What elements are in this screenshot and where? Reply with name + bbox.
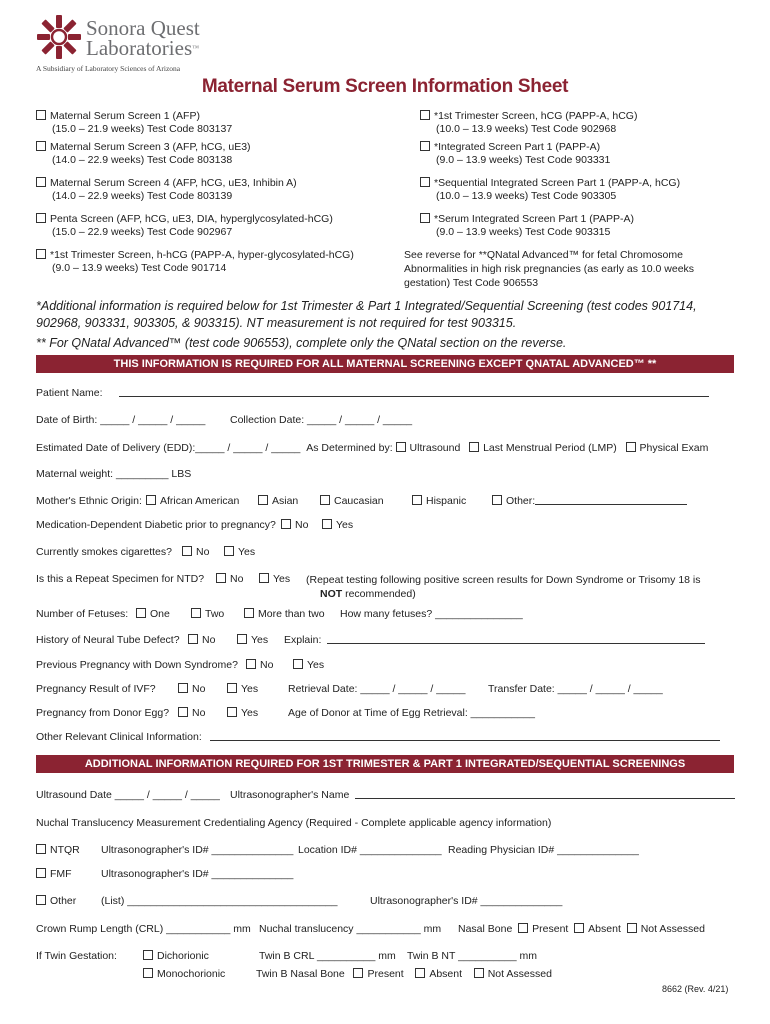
test-option[interactable]: *1st Trimester Screen, h-hCG (PAPP-A, hyper-glycosylated-hCG) (9.0 – 13.9 weeks) Test Code 901714 (36, 249, 354, 275)
ivf-yes[interactable]: Yes (227, 683, 258, 695)
twin-nt-field[interactable]: Twin B NT __________ mm (407, 950, 537, 962)
fetuses-label: Number of Fetuses: (36, 608, 129, 620)
repeat-yes[interactable]: Yes (259, 573, 290, 585)
test-option[interactable]: Maternal Serum Screen 3 (AFP, hCG, uE3) (14.0 – 22.9 weeks) Test Code 803138 (36, 141, 251, 167)
smokes-no[interactable]: No (182, 546, 209, 558)
maternal-weight-field[interactable]: Maternal weight: _________ LBS (36, 468, 192, 480)
checkbox[interactable] (320, 495, 330, 505)
checkbox[interactable] (420, 177, 430, 187)
checkbox[interactable] (420, 141, 430, 151)
test-option[interactable]: *Sequential Integrated Screen Part 1 (PAPP-A, hCG) (10.0 – 13.9 weeks) Test Code 903305 (420, 177, 680, 203)
checkbox[interactable] (143, 968, 153, 978)
other-clinical-field[interactable] (210, 731, 720, 741)
dob-field[interactable]: Date of Birth: _____ / _____ / _____ (36, 414, 206, 426)
checkbox[interactable] (259, 573, 269, 583)
subsidiary-text: A Subsidiary of Laboratory Sciences of Arizona (36, 64, 181, 73)
checkbox[interactable] (281, 519, 291, 529)
form-revision: 8662 (Rev. 4/21) (662, 984, 729, 994)
us-date-field[interactable]: Ultrasound Date _____ / _____ / _____ (36, 789, 220, 801)
ntqr-id-field[interactable]: Ultrasonographer's ID# ______________ (101, 844, 294, 856)
sonora-quest-logo-icon (36, 14, 82, 60)
other-agency-list-field[interactable]: (List) ____________________________________ (101, 895, 338, 907)
present-checkbox[interactable] (518, 923, 528, 933)
checkbox[interactable] (246, 659, 256, 669)
down-prev-no[interactable]: No (246, 659, 273, 671)
donor-age-field[interactable]: Age of Donor at Time of Egg Retrieval: ___________ (288, 707, 535, 719)
repeat-no[interactable]: No (216, 573, 243, 585)
ethnic-caucasian[interactable]: Caucasian (320, 495, 384, 507)
ethnic-origin-label: Mother's Ethnic Origin: (36, 495, 142, 507)
checkbox[interactable] (216, 573, 226, 583)
physician-id-field[interactable]: Reading Physician ID# ______________ (448, 844, 639, 856)
checkbox[interactable] (258, 495, 268, 505)
diabetic-label: Medication-Dependent Diabetic prior to pregnancy? (36, 519, 276, 531)
patient-name-row[interactable]: Patient Name: (36, 387, 709, 399)
sonographer-name-row[interactable]: Ultrasonographer's Name (230, 789, 735, 801)
page-title: Maternal Serum Screen Information Sheet (201, 76, 569, 97)
physical-exam-checkbox[interactable] (626, 442, 636, 452)
diabetic-yes[interactable]: Yes (322, 519, 353, 531)
down-prev-yes[interactable]: Yes (293, 659, 324, 671)
checkbox[interactable] (227, 683, 237, 693)
transfer-date-field[interactable]: Transfer Date: _____ / _____ / _____ (488, 683, 663, 695)
checkbox[interactable] (237, 634, 247, 644)
retrieval-date-field[interactable]: Retrieval Date: _____ / _____ / _____ (288, 683, 466, 695)
test-option[interactable]: *Integrated Screen Part 1 (PAPP-A) (9.0 – 13.9 weeks) Test Code 903331 (420, 141, 610, 167)
checkbox[interactable] (146, 495, 156, 505)
fetuses-two[interactable]: Two (191, 608, 224, 620)
checkbox[interactable] (293, 659, 303, 669)
checkbox[interactable] (36, 895, 46, 905)
checkbox[interactable] (492, 495, 502, 505)
ntd-history-label: History of Neural Tube Defect? (36, 634, 180, 646)
checkbox[interactable] (136, 608, 146, 618)
qnatal-note: See reverse for **QNatal Advanced™ for fetal Chromosome Abnormalities in high risk pregnancies (as early as 10.0 weeks gestation) Test Code 906553 (404, 249, 695, 289)
twin-label: If Twin Gestation: (36, 950, 117, 962)
ethnic-african-american[interactable]: African American (146, 495, 239, 507)
sonographer-name-field[interactable] (355, 789, 735, 799)
location-id-field[interactable]: Location ID# ______________ (298, 844, 442, 856)
test-option[interactable]: Penta Screen (AFP, hCG, uE3, DIA, hyperglycosylated-hCG) (15.0 – 22.9 weeks) Test Code 902967 (36, 213, 333, 239)
how-many-fetuses-field[interactable]: How many fetuses? _______________ (340, 608, 523, 620)
smokes-yes[interactable]: Yes (224, 546, 255, 558)
fmf-id-field[interactable]: Ultrasonographer's ID# ______________ (101, 868, 294, 880)
ntd-history-yes[interactable]: Yes (237, 634, 268, 646)
donor-egg-yes[interactable]: Yes (227, 707, 258, 719)
twin-not-assessed-checkbox[interactable] (474, 968, 484, 978)
ntqr-option[interactable]: NTQR (36, 844, 80, 856)
test-option[interactable]: Maternal Serum Screen 1 (AFP) (15.0 – 21.9 weeks) Test Code 803137 (36, 110, 232, 136)
twin-nasal-row: Twin B Nasal Bone Present Absent Not Assessed (256, 968, 552, 980)
checkbox[interactable] (36, 213, 46, 223)
twin-crl-field[interactable]: Twin B CRL __________ mm (259, 950, 396, 962)
diabetic-no[interactable]: No (281, 519, 308, 531)
twin-present-checkbox[interactable] (353, 968, 363, 978)
edd-row[interactable]: Estimated Date of Delivery (EDD):_____ / _____ / _____ As Determined by: Ultrasound Last Menstrual Period (LMP) Physical Exam (36, 442, 709, 454)
checkbox[interactable] (412, 495, 422, 505)
checkbox[interactable] (182, 546, 192, 556)
ntd-history-no[interactable]: No (188, 634, 215, 646)
not-assessed-checkbox[interactable] (627, 923, 637, 933)
ethnic-other-field[interactable] (535, 495, 687, 505)
section-banner-required: THIS INFORMATION IS REQUIRED FOR ALL MATERNAL SCREENING EXCEPT QNATAL ADVANCED™ ** (36, 355, 734, 373)
other-id-field[interactable]: Ultrasonographer's ID# ______________ (370, 895, 563, 907)
qnatal-instruction-note: ** For QNatal Advanced™ (test code 906553), complete only the QNatal section on the reverse. (36, 336, 567, 350)
down-prev-label: Previous Pregnancy with Down Syndrome? (36, 659, 238, 671)
checkbox[interactable] (36, 141, 46, 151)
explain-row[interactable]: Explain: (284, 634, 705, 646)
test-option[interactable]: Maternal Serum Screen 4 (AFP, hCG, uE3, Inhibin A) (14.0 – 22.9 weeks) Test Code 803139 (36, 177, 297, 203)
checkbox[interactable] (178, 707, 188, 717)
donor-egg-no[interactable]: No (178, 707, 205, 719)
ultrasound-checkbox[interactable] (396, 442, 406, 452)
fetuses-more[interactable]: More than two (244, 608, 325, 620)
repeat-note: (Repeat testing following positive screen results for Down Syndrome or Trisomy 18 is NOT recommended) (306, 574, 701, 600)
ivf-label: Pregnancy Result of IVF? (36, 683, 156, 695)
smokes-label: Currently smokes cigarettes? (36, 546, 172, 558)
checkbox[interactable] (227, 707, 237, 717)
additional-info-note: *Additional information is required below for 1st Trimester & Part 1 Integrated/Sequential Screening (test codes 901714, 902968, 903331, 903305, & 903315). NT measurement is not required for test 903315. (36, 299, 697, 330)
checkbox[interactable] (420, 110, 430, 120)
crl-field[interactable]: Crown Rump Length (CRL) ___________ mm (36, 923, 251, 935)
logo-name-line2: Laboratories™ (86, 36, 199, 60)
checkbox[interactable] (36, 177, 46, 187)
absent-checkbox[interactable] (574, 923, 584, 933)
ivf-no[interactable]: No (178, 683, 205, 695)
twin-absent-checkbox[interactable] (415, 968, 425, 978)
test-option[interactable]: *Serum Integrated Screen Part 1 (PAPP-A) (9.0 – 13.9 weeks) Test Code 903315 (420, 213, 634, 239)
checkbox[interactable] (178, 683, 188, 693)
checkbox[interactable] (420, 213, 430, 223)
checkbox[interactable] (322, 519, 332, 529)
nuchal-agency-label: Nuchal Translucency Measurement Credentialing Agency (Required - Complete applicable agency information) (36, 817, 552, 829)
checkbox[interactable] (36, 249, 46, 259)
ethnic-asian[interactable]: Asian (258, 495, 298, 507)
checkbox[interactable] (36, 110, 46, 120)
explain-field[interactable] (327, 634, 705, 644)
monochorionic-option[interactable]: Monochorionic (143, 968, 225, 980)
logo-name-line1: Sonora Quest (86, 16, 200, 40)
section-banner-first-trimester: ADDITIONAL INFORMATION REQUIRED FOR 1ST TRIMESTER & PART 1 INTEGRATED/SEQUENTIAL SCREENINGS (36, 755, 734, 773)
checkbox[interactable] (188, 634, 198, 644)
ethnic-hispanic[interactable]: Hispanic (412, 495, 466, 507)
test-option[interactable]: *1st Trimester Screen, hCG (PAPP-A, hCG) (10.0 – 13.9 weeks) Test Code 902968 (420, 110, 637, 136)
nasal-bone-row: Nasal Bone Present Absent Not Assessed (458, 923, 705, 935)
fmf-option[interactable]: FMF (36, 868, 72, 880)
checkbox[interactable] (244, 608, 254, 618)
donor-egg-label: Pregnancy from Donor Egg? (36, 707, 170, 719)
checkbox[interactable] (36, 868, 46, 878)
patient-name-field[interactable] (119, 387, 709, 397)
checkbox[interactable] (36, 844, 46, 854)
nt-field[interactable]: Nuchal translucency ___________ mm (259, 923, 442, 935)
checkbox[interactable] (191, 608, 201, 618)
checkbox[interactable] (224, 546, 234, 556)
other-agency-option[interactable]: Other (36, 895, 76, 907)
lmp-checkbox[interactable] (469, 442, 479, 452)
checkbox[interactable] (143, 950, 153, 960)
fetuses-one[interactable]: One (136, 608, 170, 620)
dichorionic-option[interactable]: Dichorionic (143, 950, 209, 962)
repeat-label: Is this a Repeat Specimen for NTD? (36, 573, 205, 585)
ethnic-other[interactable]: Other: (492, 495, 687, 507)
other-clinical-row[interactable]: Other Relevant Clinical Information: (36, 731, 720, 743)
collection-date-field[interactable]: Collection Date: _____ / _____ / _____ (230, 414, 413, 426)
